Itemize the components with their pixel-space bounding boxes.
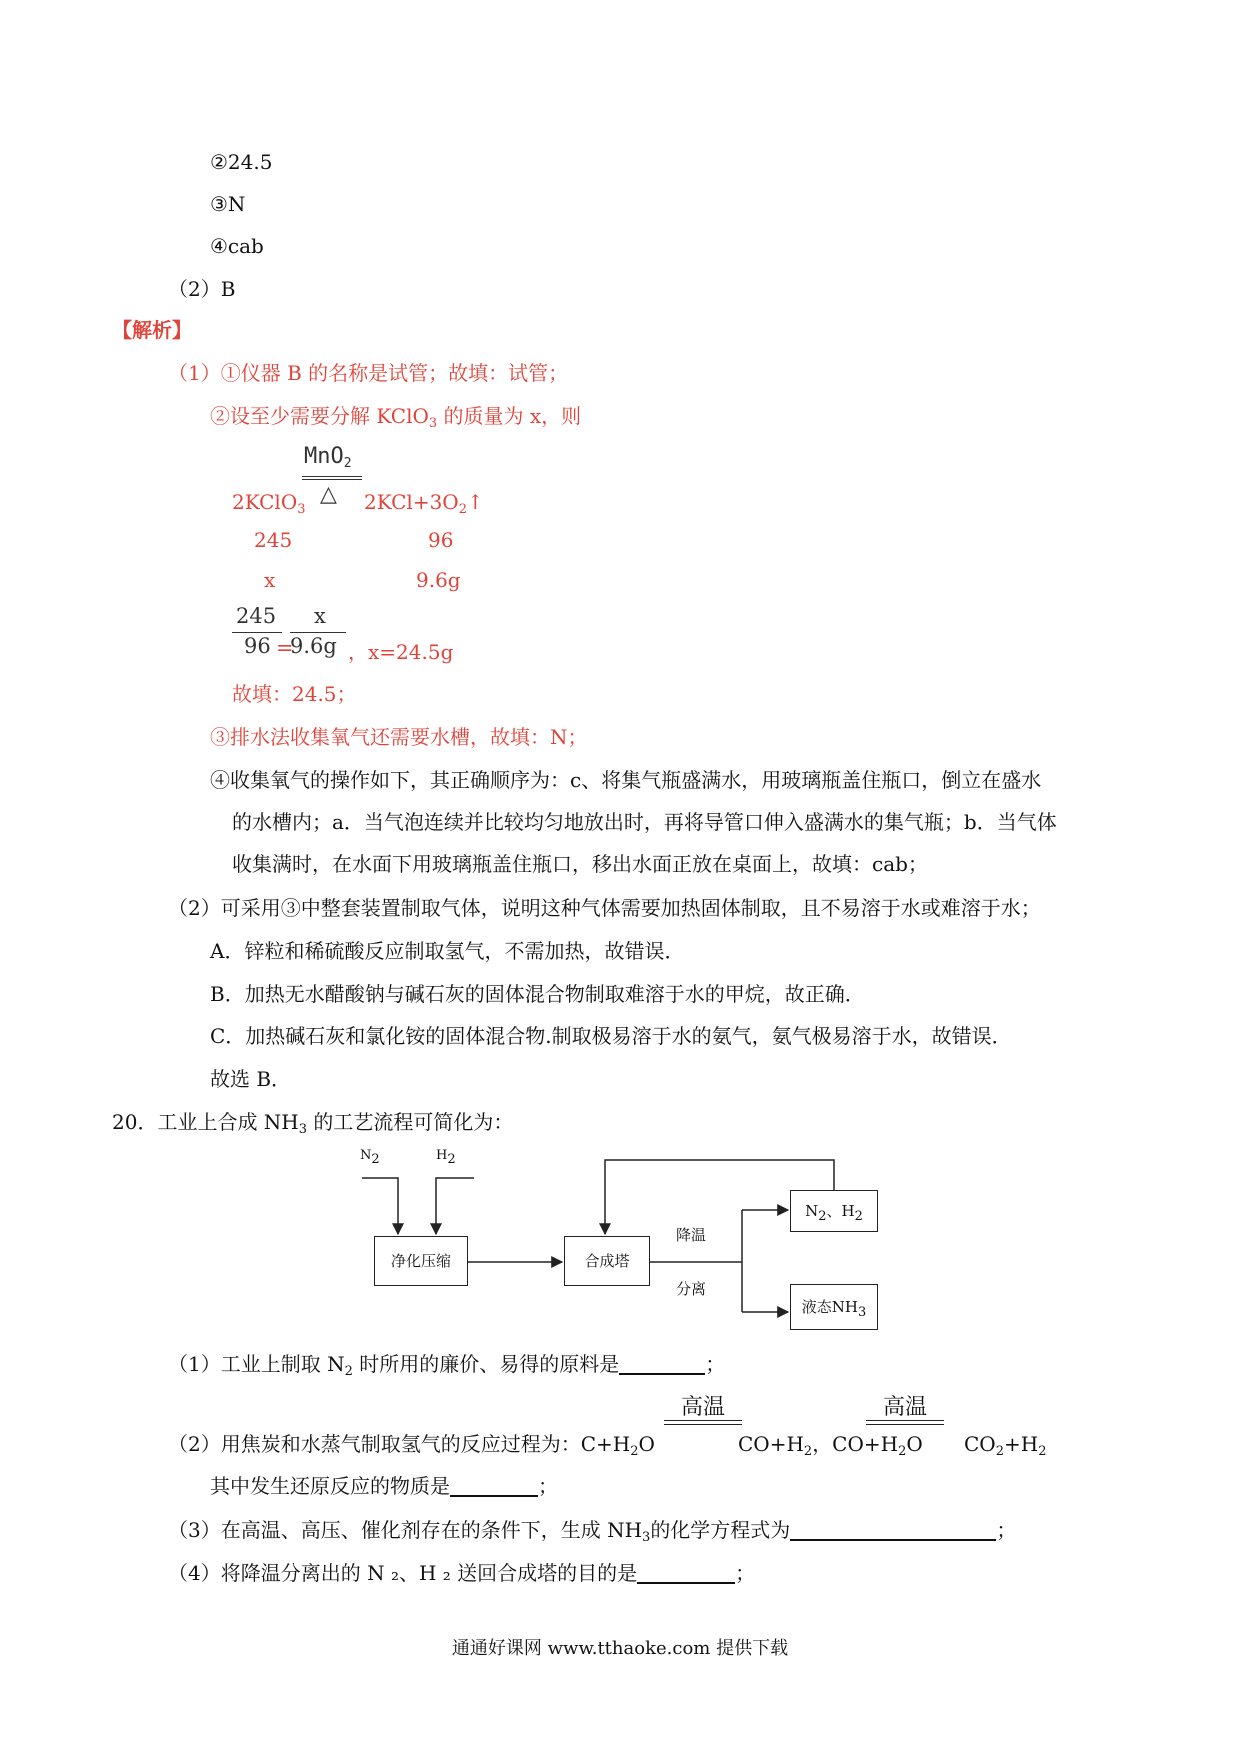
catalyst-label: MnO$_2$ <box>304 444 352 471</box>
result-x: ，x=24.5g <box>348 640 454 664</box>
q20-4: （4）将降温分离出的 N ₂、H ₂ 送回合成塔的目的是 ； <box>168 1561 756 1585</box>
equals-sign: = <box>276 636 294 660</box>
q20-2-question: 其中发生还原反应的物质是 ； <box>210 1474 558 1498</box>
reactant: 2KClO$_3$ <box>232 490 306 517</box>
q20-title: 20．工业上合成 $NH_3$ 的工艺流程可简化为： <box>112 1110 514 1137</box>
blank-4 <box>637 1562 735 1584</box>
var-9.6g: 9.6g <box>416 568 461 592</box>
cond-line-2a <box>866 1420 944 1421</box>
heat-symbol: △ <box>320 482 337 507</box>
q20-2-products: $CO+H_2$，$CO+H_2O$ <box>738 1432 923 1459</box>
q20-2-products-2: $CO_2+H_2$ <box>964 1432 1047 1459</box>
n2-arrow <box>362 1178 398 1234</box>
cond-line-1b <box>664 1424 742 1425</box>
frac1-den: 96 <box>244 634 271 658</box>
box-synthesis-tower: 合成塔 <box>564 1236 650 1286</box>
option-b: B．加热无水醋酸钠与碱石灰的固体混合物制取难溶于水的甲烷，故正确． <box>210 982 865 1006</box>
page-footer: 通通好课网 www.tthaoke.com 提供下载 <box>451 1638 789 1659</box>
frac2-den: 9.6g <box>290 634 337 658</box>
fill-24.5: 故填：24.5； <box>232 682 357 706</box>
mass-245: 245 <box>254 528 293 552</box>
analysis-line-1: （1）①仪器 B 的名称是试管；故填：试管； <box>168 361 569 385</box>
mass-96: 96 <box>428 528 454 552</box>
q20-3: （3）在高温、高压、催化剂存在的条件下，生成 $NH_3$的化学方程式为 ； <box>168 1518 1017 1545</box>
box-liquid-nh3: 液态NH3 <box>790 1284 878 1330</box>
blank-3 <box>790 1519 996 1541</box>
cond-high-temp-2: 高温 <box>882 1395 927 1420</box>
label-cool: 降温 <box>676 1226 707 1244</box>
analysis-line-2: ②设至少需要分解 KClO$_3$ 的质量为 x，则 <box>210 404 582 431</box>
cond-line-1a <box>664 1420 742 1421</box>
product: $2KCl+3O_2↑$ <box>364 490 484 517</box>
analysis-part-2: （2）可采用③中整套装置制取气体，说明这种气体需要加热固体制取，且不易溶于水或难溶于水； <box>168 896 1041 920</box>
q20-1: （1）工业上制取 $N_2$ 时所用的廉价、易得的原料是 ； <box>168 1352 726 1379</box>
analysis-label: 【解析】 <box>112 318 192 342</box>
answer-part-2: （2）B <box>168 277 236 301</box>
h2-arrow <box>436 1178 474 1234</box>
frac1-num: 245 <box>236 604 277 628</box>
var-x: x <box>264 568 276 592</box>
option-a: A．锌粒和稀硫酸反应制取氢气，不需加热，故错误． <box>210 939 685 963</box>
frac2-num: x <box>314 604 326 628</box>
option-c: C．加热碱石灰和氯化铵的固体混合物.制取极易溶于水的氨气，氨气极易溶于水，故错误． <box>210 1024 1012 1048</box>
blank-2 <box>450 1475 538 1497</box>
analysis-line-4a: ④收集氧气的操作如下，其正确顺序为：c、将集气瓶盛满水，用玻璃瓶盖住瓶口，倒立在盛水 <box>210 768 1042 792</box>
q20-2-text: （2）用焦炭和水蒸气制取氢气的反应过程为：$C+H_2O$ <box>168 1432 655 1459</box>
cond-high-temp-1: 高温 <box>680 1395 725 1420</box>
analysis-line-4b: 的水槽内；a．当气泡连续并比较均匀地放出时，再将导管口伸入盛满水的集气瓶；b．当气体 <box>232 810 1057 834</box>
blank-1 <box>619 1353 705 1375</box>
input-n2: N2 <box>360 1148 380 1167</box>
analysis-line-4c: 收集满时，在水面下用玻璃瓶盖住瓶口，移出水面正放在桌面上，故填：cab； <box>232 852 928 876</box>
choice: 故选 B． <box>210 1067 292 1091</box>
cond-line-2b <box>866 1424 944 1425</box>
box-n2-h2: N2、H2 <box>790 1190 878 1232</box>
answer-4: ④cab <box>210 234 264 258</box>
answer-3: ③N <box>210 192 246 216</box>
answer-2: ②24.5 <box>210 150 273 174</box>
analysis-line-3: ③排水法收集氧气还需要水槽，故填：N； <box>210 725 588 749</box>
box-purify-compress: 净化压缩 <box>374 1236 468 1286</box>
input-h2: H2 <box>436 1148 456 1167</box>
label-separate: 分离 <box>676 1280 707 1298</box>
